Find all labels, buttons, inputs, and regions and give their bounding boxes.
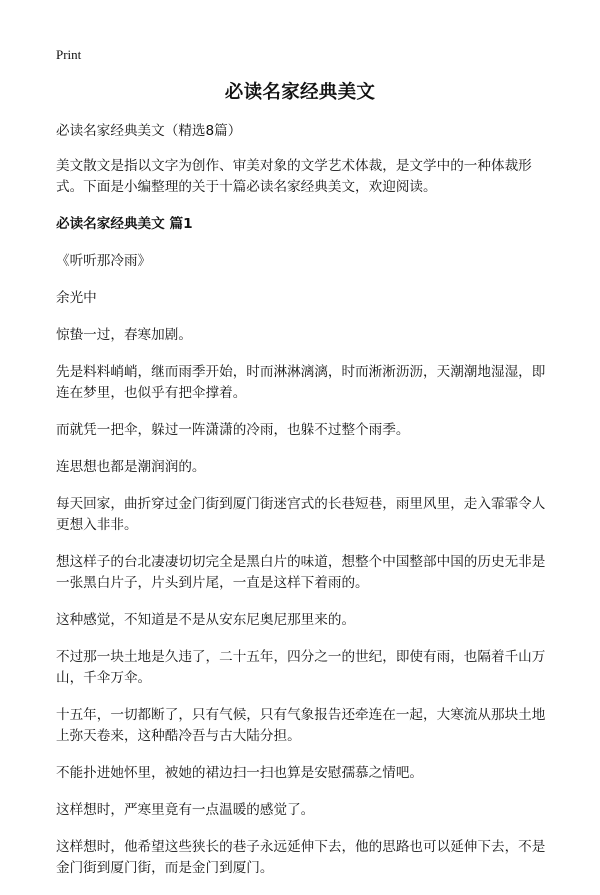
body-paragraph: 连思想也都是潮润润的。 [56, 459, 206, 475]
intro-paragraph: 美文散文是指以文字为创作、审美对象的文学艺术体裁，是文学中的一种体裁形式。下面是小编整理的关于十篇必读名家经典美文，欢迎阅读。 [56, 158, 532, 195]
body-paragraph: 十五年，一切都断了，只有气候，只有气象报告还牵连在一起，大寒流从那块土地上弥天卷来，这种酷冷吾与古大陆分担。 [56, 707, 546, 744]
essay-author: 余光中 [56, 290, 97, 306]
document-title: 必读名家经典美文 [224, 82, 376, 103]
essay-title: 《听听那冷雨》 [56, 253, 152, 269]
body-paragraph: 惊蛰一过，春寒加剧。 [56, 327, 192, 343]
body-paragraph: 这种感觉，不知道是不是从安东尼奥尼那里来的。 [56, 612, 356, 628]
body-paragraph: 不过那一块土地是久违了，二十五年，四分之一的世纪，即使有雨，也隔着千山万山，千伞万伞。 [56, 649, 546, 686]
document-subtitle: 必读名家经典美文（精选8篇） [56, 123, 242, 139]
section-heading: 必读名家经典美文 篇1 [56, 216, 193, 232]
body-paragraph: 想这样子的台北凄凄切切完全是黑白片的味道，想整个中国整部中国的历史无非是一张黑白片子，片头到片尾，一直是这样下着雨的。 [56, 554, 546, 591]
document-body [56, 121, 548, 895]
print-label: Print [56, 47, 82, 62]
body-paragraph: 先是料料峭峭，继而雨季开始，时而淋淋漓漓，时而淅淅沥沥，天潮潮地湿湿，即连在梦里，也似乎有把伞撑着。 [56, 364, 546, 401]
body-paragraph: 每天回家，曲折穿过金门街到厦门街迷宫式的长巷短巷，雨里风里，走入霏霏令人更想入非非。 [56, 496, 546, 533]
body-paragraph: 不能扑进她怀里，被她的裙边扫一扫也算是安慰孺慕之情吧。 [56, 765, 424, 781]
body-paragraph: 这样想时，他希望这些狭长的巷子永远延伸下去，他的思路也可以延伸下去，不是金门街到厦门街，而是金门到厦门。 [56, 839, 546, 876]
body-paragraph: 而就凭一把伞，躲过一阵潇潇的冷雨，也躲不过整个雨季。 [56, 422, 410, 438]
body-paragraph: 这样想时，严寒里竟有一点温暖的感觉了。 [56, 802, 315, 818]
